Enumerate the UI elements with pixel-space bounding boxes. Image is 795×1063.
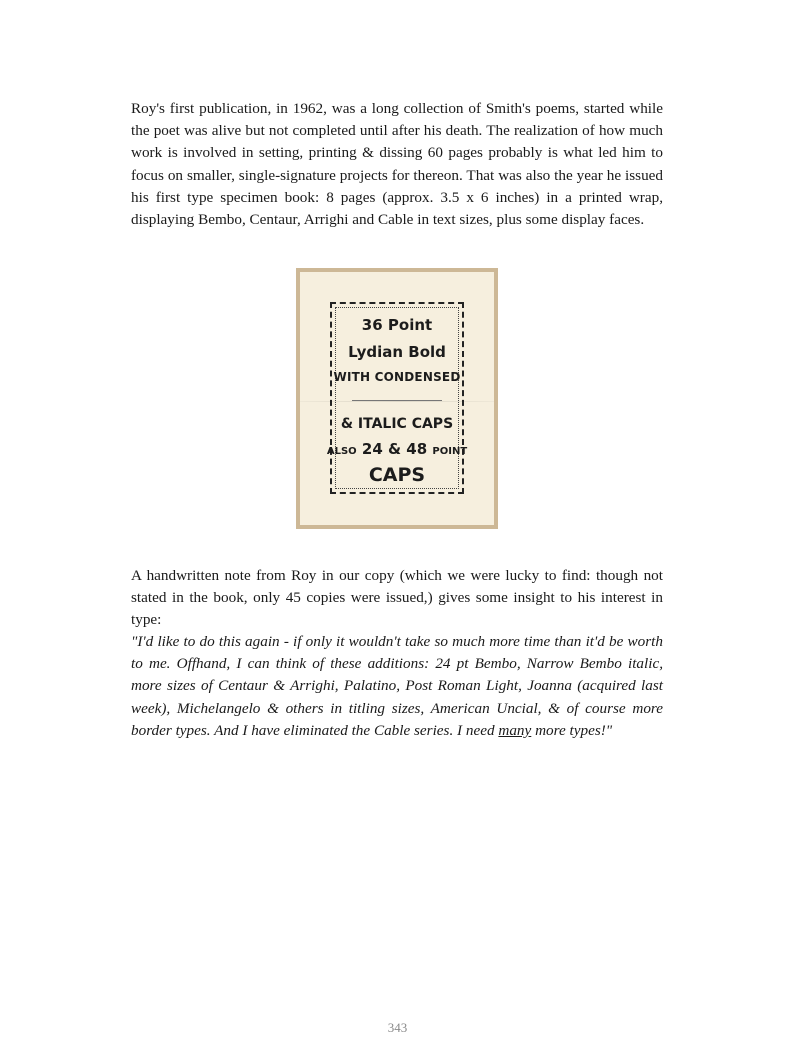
specimen-also-word: ALSO — [326, 446, 357, 457]
specimen-point-word: POINT — [432, 446, 468, 457]
intro-paragraph: Roy's first publication, in 1962, was a long collection of Smith's poems, started while the poet was alive but not completed until after his death. The realization of how much work is involved in setting, printing & dissing 60 pages probably is what led him to focus on smaller, single-signature projects for thereon. That was also the year he issued his first type specimen book: 8 pages (approx. 3.5 x 6 inches) in a printed wrap, displaying Bembo, Centaur, Arrighi and Cable in text sizes, plus some display faces. — [131, 100, 663, 229]
specimen-line-condensed: WITH CONDENSED — [333, 370, 461, 384]
specimen-card — [300, 272, 494, 525]
quote-text-before: "I'd like to do this again - if only it wouldn't take so much more time than it'd be worth to me. Offhand, I can think of these additions: 24 pt Bembo, Narrow Bembo italic, more sizes of Centaur & Arrighi, Palatino, Post Roman Light, Joanna (acquired last week), Michelangelo & others in titling sizes, American Uncial, & of course more border types. And I have eliminated the Cable series. I need — [131, 633, 663, 739]
note-intro-paragraph: A handwritten note from Roy in our copy (which we were lucky to find: though not stated in the book, only 45 copies were issued,) gives some insight to his interest in type: — [131, 567, 663, 629]
specimen-line-italic: & ITALIC CAPS — [340, 416, 454, 432]
specimen-line-also — [300, 440, 494, 458]
specimen-line-size: 36 Point — [361, 316, 433, 334]
specimen-line-caps: CAPS — [368, 464, 426, 486]
type-specimen-image — [296, 268, 498, 529]
specimen-line-face: Lydian Bold — [348, 343, 446, 361]
specimen-divider — [352, 400, 442, 401]
quote-underlined-word: many — [498, 721, 532, 739]
page-number: 343 — [387, 1020, 408, 1035]
quote-text-after: more types!" — [531, 721, 613, 739]
specimen-sizes: 24 & 48 — [361, 440, 428, 458]
handwritten-note-quote — [131, 631, 663, 742]
